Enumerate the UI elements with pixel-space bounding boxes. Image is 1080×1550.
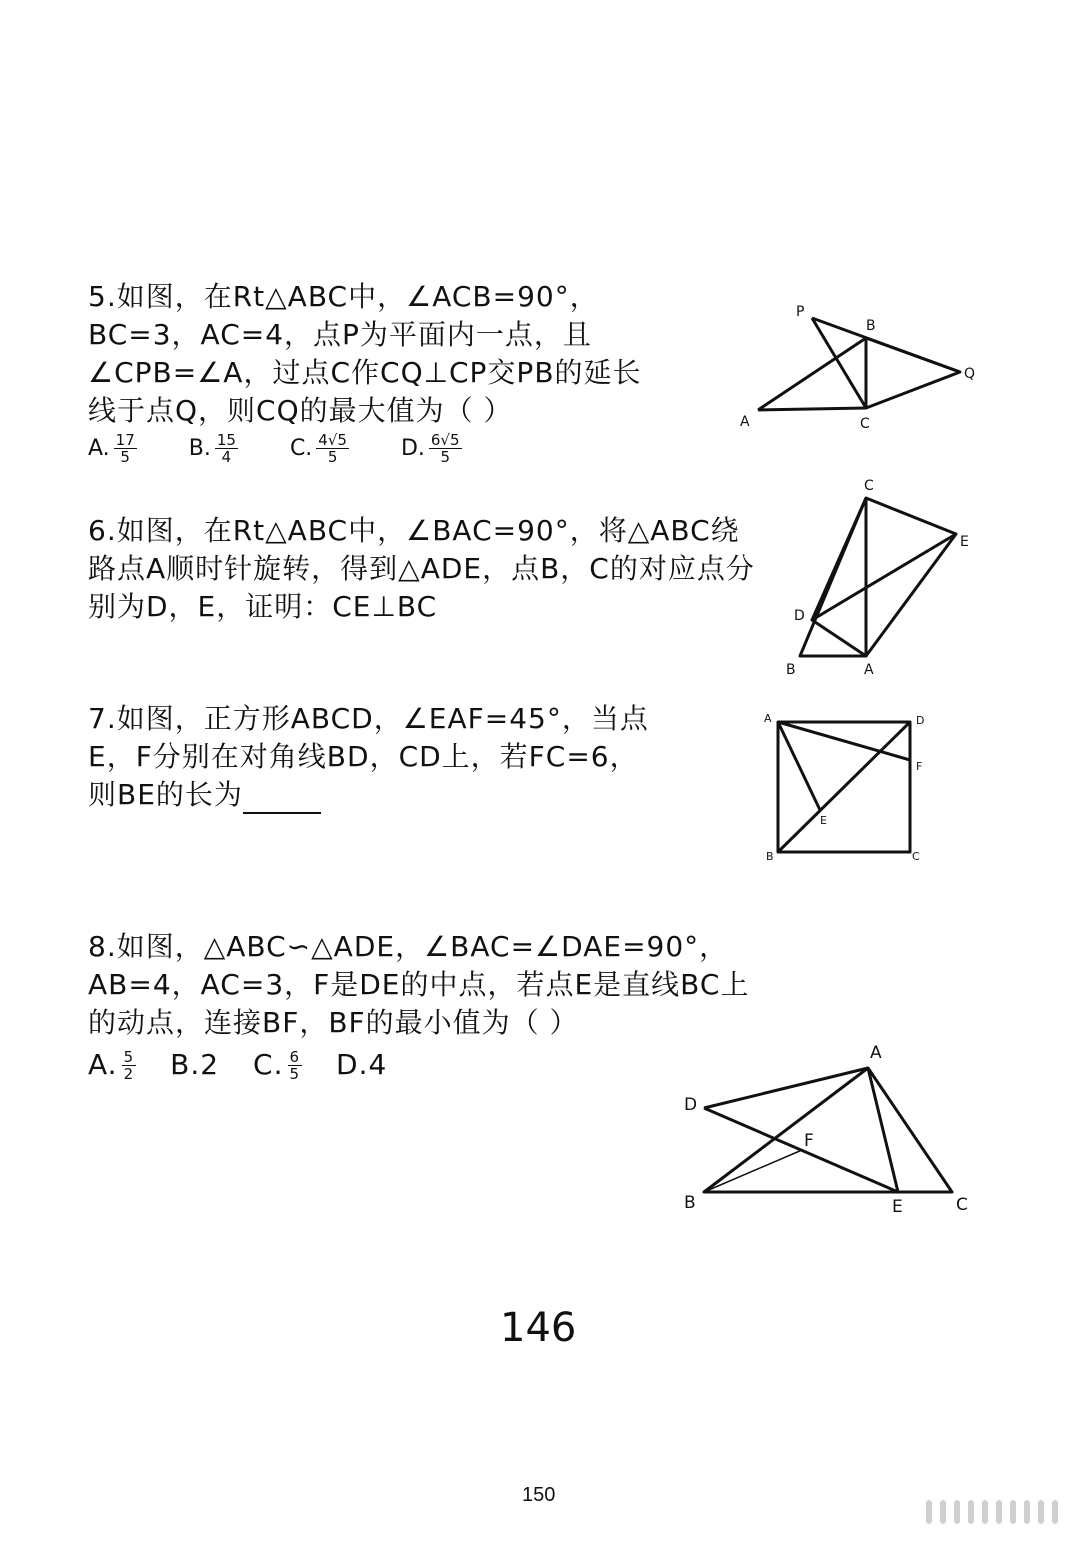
answer-blank bbox=[243, 788, 321, 814]
label-q: Q bbox=[964, 366, 976, 382]
choice-a: A. $\frac{5}{2}$ bbox=[88, 1047, 135, 1083]
fraction: $\frac{5}{2}$ bbox=[123, 1047, 135, 1083]
label-a: A bbox=[864, 662, 874, 678]
choice-b: B. $\frac{15}{4}$ bbox=[188, 431, 236, 466]
problem-8-line-1: 8.如图，△ABC∽△ADE，∠BAC=∠DAE=90°， bbox=[88, 930, 729, 963]
problem-7-line-1: 7.如图，正方形ABCD，∠EAF=45°，当点 bbox=[88, 702, 649, 735]
problem-5-line-1: 5.如图，在Rt△ABC中，∠ACB=90°， bbox=[88, 280, 599, 313]
label-c: C bbox=[864, 478, 874, 494]
label-b: B bbox=[766, 850, 774, 863]
choice-d: D.4 bbox=[336, 1048, 388, 1081]
toolbar-bar-icon bbox=[996, 1500, 1002, 1524]
toolbar-bar-icon bbox=[1052, 1500, 1058, 1524]
handwritten-page-number: 146 bbox=[500, 1305, 577, 1351]
toolbar-bar-icon bbox=[1024, 1500, 1030, 1524]
problem-8-choices bbox=[88, 1046, 749, 1084]
problem-7-line-3: 则BE的长为 bbox=[88, 776, 649, 814]
toolbar-bar-icon bbox=[982, 1500, 988, 1524]
label-a: A bbox=[740, 414, 750, 430]
problem-5 bbox=[88, 278, 642, 465]
label-f: F bbox=[804, 1131, 814, 1151]
problem-6-line-3: 别为D，E，证明：CE⊥BC bbox=[88, 590, 438, 623]
label-d: D bbox=[684, 1095, 698, 1115]
label-d: D bbox=[916, 714, 925, 727]
toolbar-bar-icon bbox=[968, 1500, 974, 1524]
label-c: C bbox=[956, 1195, 968, 1215]
toolbar-bar-icon bbox=[1010, 1500, 1016, 1524]
problem-5-line-3: ∠CPB=∠A，过点C作CQ⊥CP交PB的延长 bbox=[88, 356, 642, 389]
choice-c: C. $\frac{4√5}{5}$ bbox=[289, 431, 347, 466]
fraction: $\frac{4√5}{5}$ bbox=[318, 431, 347, 466]
label-p: P bbox=[796, 304, 805, 320]
label-c: C bbox=[860, 416, 870, 432]
problem-5-choices bbox=[88, 432, 642, 465]
problem-5-line-4: 线于点Q，则CQ的最大值为（ ） bbox=[88, 394, 513, 427]
fraction: $\frac{6}{5}$ bbox=[289, 1047, 301, 1083]
problem-7-line-2: E，F分别在对角线BD，CD上，若FC=6， bbox=[88, 740, 639, 773]
problem-8 bbox=[88, 928, 749, 1084]
label-b: B bbox=[786, 662, 796, 678]
page-number: 150 bbox=[522, 1484, 556, 1506]
problem-7 bbox=[88, 700, 649, 814]
problem-5-line-2: BC=3，AC=4，点P为平面内一点，且 bbox=[88, 318, 592, 351]
label-b: B bbox=[684, 1193, 696, 1213]
problem-8-line-2: AB=4，AC=3，F是DE的中点，若点E是直线BC上 bbox=[88, 968, 750, 1001]
toolbar-bar-icon bbox=[1038, 1500, 1044, 1524]
toolbar-bar-icon bbox=[954, 1500, 960, 1524]
problem-8-line-3: 的动点，连接BF，BF的最小值为（ ） bbox=[88, 1006, 579, 1039]
problem-6 bbox=[88, 512, 755, 626]
toolbar-bar-icon bbox=[940, 1500, 946, 1524]
label-f: F bbox=[916, 760, 923, 773]
choice-a: A. $\frac{17}{5}$ bbox=[88, 431, 135, 466]
problem-6-line-2: 路点A顺时针旋转，得到△ADE，点B，C的对应点分 bbox=[88, 552, 755, 585]
bottom-toolbar-icons bbox=[926, 1500, 1058, 1524]
label-b: B bbox=[866, 318, 876, 334]
label-e: E bbox=[960, 534, 969, 550]
label-e: E bbox=[820, 814, 827, 827]
label-c: C bbox=[912, 850, 920, 863]
label-e: E bbox=[892, 1197, 903, 1217]
choice-d: D. $\frac{6√5}{5}$ bbox=[400, 431, 460, 466]
toolbar-bar-icon bbox=[926, 1500, 932, 1524]
label-a: A bbox=[870, 1043, 882, 1063]
problem-6-line-1: 6.如图，在Rt△ABC中，∠BAC=90°，将△ABC绕 bbox=[88, 514, 740, 547]
label-a: A bbox=[764, 712, 772, 725]
label-d: D bbox=[794, 608, 805, 624]
fraction: $\frac{15}{4}$ bbox=[216, 431, 236, 466]
choice-c: C. $\frac{6}{5}$ bbox=[253, 1047, 301, 1083]
choice-b: B.2 bbox=[170, 1048, 220, 1081]
fraction: $\frac{6√5}{5}$ bbox=[430, 431, 460, 466]
fraction: $\frac{17}{5}$ bbox=[115, 431, 135, 466]
